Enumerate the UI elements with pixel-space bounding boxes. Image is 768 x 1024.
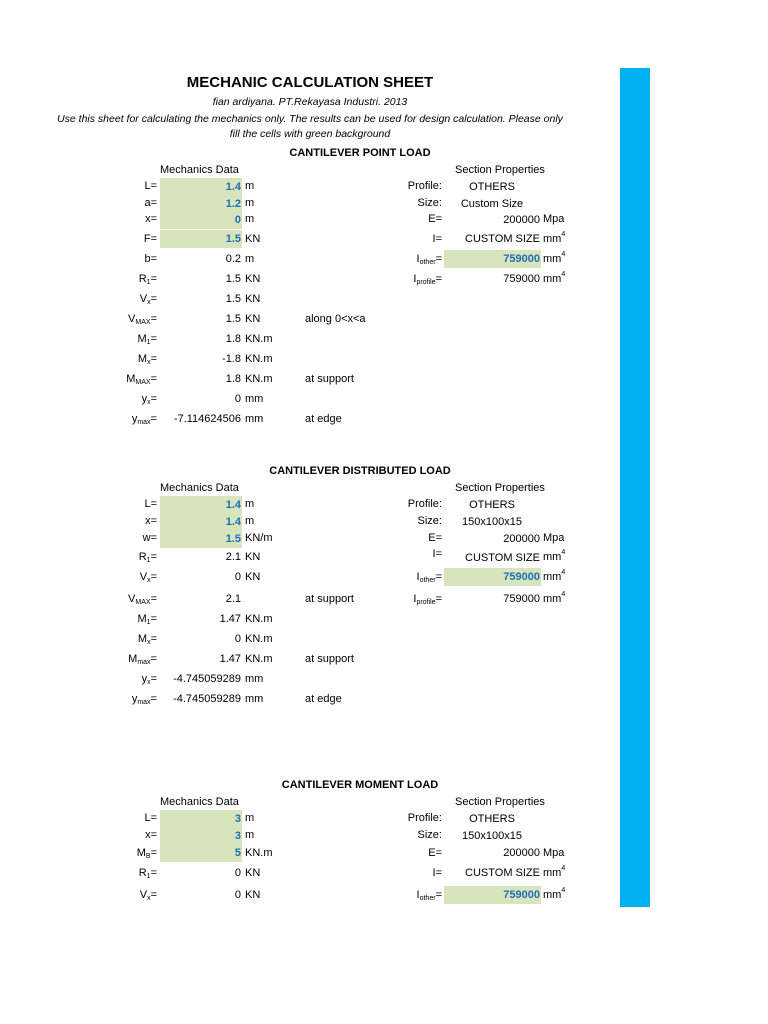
input-w[interactable]: 1.5 xyxy=(160,530,242,548)
unit-E: Mpa xyxy=(543,213,565,225)
input-a[interactable]: 1.2 xyxy=(160,195,242,213)
unit-x: m xyxy=(245,829,255,841)
section-properties-header: Section Properties xyxy=(455,164,545,176)
value-Vx: 0 xyxy=(234,889,241,901)
note-Mmax: at support xyxy=(305,653,354,665)
unit-Vx: KN xyxy=(245,889,261,901)
label-Vmax: $V_{MAX}=$ xyxy=(128,593,157,606)
value-Vx: 0 xyxy=(234,571,241,583)
value-R1: 1.5 xyxy=(225,273,241,285)
section-properties-header: Section Properties xyxy=(455,796,545,808)
unit-ymax: mm xyxy=(245,693,264,705)
sheet-title: MECHANIC CALCULATION SHEET xyxy=(186,74,434,91)
note-Mmax: at support xyxy=(305,373,354,385)
unit-w: KN/m xyxy=(245,532,273,544)
label-profile: Profile: xyxy=(407,812,442,824)
input-x[interactable]: 1.4 xyxy=(160,513,242,531)
value-I: CUSTOM SIZE xyxy=(465,867,540,879)
label-b: b= xyxy=(144,253,157,265)
unit-b: m xyxy=(245,253,255,265)
value-profile: OTHERS xyxy=(469,813,515,825)
label-Mx: $M_x=$ xyxy=(137,633,157,646)
unit-Iprofile: $mm^4$ xyxy=(543,591,566,605)
value-Mx: -1.8 xyxy=(222,353,241,365)
label-x: x= xyxy=(145,829,157,841)
note-Vmax: at support xyxy=(305,593,354,605)
unit-L: m xyxy=(245,812,255,824)
value-Iprofile: 759000 xyxy=(503,273,540,285)
input-F[interactable]: 1.5 xyxy=(160,230,242,248)
unit-Iother: $mm^4$ xyxy=(543,569,566,583)
unit-I: $mm^4$ xyxy=(543,231,566,245)
input-Iother[interactable]: 759000 xyxy=(444,250,541,268)
unit-Mx: KN.m xyxy=(245,353,273,365)
value-I: CUSTOM SIZE xyxy=(465,552,540,564)
label-x: x= xyxy=(145,515,157,527)
value-yx: 0 xyxy=(234,393,241,405)
unit-MB: KN.m xyxy=(245,847,273,859)
label-Vx: $V_x=$ xyxy=(139,571,157,584)
label-ymax: $y_{max}=$ xyxy=(131,693,157,706)
label-profile: Profile: xyxy=(407,498,442,510)
input-x[interactable]: 3 xyxy=(160,827,242,845)
value-R1: 2.1 xyxy=(225,551,241,563)
label-size: Size: xyxy=(417,197,442,209)
value-I: CUSTOM SIZE xyxy=(465,233,540,245)
unit-Iother: $mm^4$ xyxy=(543,251,566,265)
value-size: Custom Size xyxy=(460,198,524,210)
unit-M1: KN.m xyxy=(245,333,273,345)
input-MB[interactable]: 5 xyxy=(160,844,242,862)
value-yx: -4.745059289 xyxy=(173,673,241,685)
value-R1: 0 xyxy=(234,867,241,879)
label-Vx: $V_x=$ xyxy=(139,293,157,306)
value-Vmax: 1.5 xyxy=(225,313,241,325)
unit-I: $mm^4$ xyxy=(543,549,566,563)
label-Iother: $I_{other}=$ xyxy=(416,253,442,266)
value-E: 200000 xyxy=(503,214,540,226)
unit-x: m xyxy=(245,515,255,527)
label-yx: $y_x=$ xyxy=(141,393,157,406)
label-yx: $y_x=$ xyxy=(141,673,157,686)
unit-I: $mm^4$ xyxy=(543,865,566,879)
section-properties-header: Section Properties xyxy=(455,482,545,494)
label-profile: Profile: xyxy=(407,180,442,192)
unit-Vmax: KN xyxy=(245,313,261,325)
unit-Iother: $mm^4$ xyxy=(543,887,566,901)
input-Iother[interactable]: 759000 xyxy=(444,568,541,586)
unit-Mx: KN.m xyxy=(245,633,273,645)
mechanics-data-header: Mechanics Data xyxy=(160,796,239,808)
unit-F: KN xyxy=(245,233,261,245)
mechanics-data-header: Mechanics Data xyxy=(160,164,239,176)
value-size: 150x100x15 xyxy=(462,516,522,528)
label-I: I= xyxy=(432,233,442,245)
label-w: w= xyxy=(142,532,157,544)
mechanics-data-header: Mechanics Data xyxy=(160,482,239,494)
value-b: 0.2 xyxy=(225,253,241,265)
value-E: 200000 xyxy=(503,533,540,545)
label-F: F= xyxy=(143,233,157,245)
unit-yx: mm xyxy=(245,393,264,405)
input-x[interactable]: 0 xyxy=(160,211,242,229)
label-size: Size: xyxy=(417,829,442,841)
unit-Iprofile: $mm^4$ xyxy=(543,271,566,285)
note-ymax: at edge xyxy=(305,693,342,705)
value-Vx: 1.5 xyxy=(225,293,241,305)
value-Mmax: 1.8 xyxy=(225,373,241,385)
value-ymax: -7.114624506 xyxy=(173,413,241,425)
value-Iprofile: 759000 xyxy=(503,593,540,605)
instructions-line-2: fill the cells with green background xyxy=(229,128,391,140)
label-M1: $M_1=$ xyxy=(137,613,157,626)
unit-L: m xyxy=(245,498,255,510)
input-L[interactable]: 3 xyxy=(160,810,242,828)
label-R1: $R_1=$ xyxy=(138,867,157,880)
unit-Mmax: KN.m xyxy=(245,653,273,665)
input-L[interactable]: 1.4 xyxy=(160,496,242,514)
unit-Vx: KN xyxy=(245,571,261,583)
input-Iother[interactable]: 759000 xyxy=(444,886,541,904)
label-I: I= xyxy=(432,548,442,560)
unit-R1: KN xyxy=(245,551,261,563)
label-Iprofile: $I_{profile}=$ xyxy=(413,593,442,606)
unit-yx: mm xyxy=(245,673,264,685)
note-Vmax: along 0<x<a xyxy=(305,313,366,325)
label-Mx: $M_x=$ xyxy=(137,353,157,366)
unit-R1: KN xyxy=(245,273,261,285)
unit-R1: KN xyxy=(245,867,261,879)
unit-M1: KN.m xyxy=(245,613,273,625)
label-E: E= xyxy=(428,847,442,859)
label-R1: $R_1=$ xyxy=(138,551,157,564)
note-ymax: at edge xyxy=(305,413,342,425)
unit-x: m xyxy=(245,213,255,225)
moment-load-heading: CANTILEVER MOMENT LOAD xyxy=(281,779,439,791)
unit-L: m xyxy=(245,180,255,192)
instructions-line-1: Use this sheet for calculating the mechanics only. The results can be used for design calculation. Please only xyxy=(57,113,563,125)
label-a: a= xyxy=(144,197,157,209)
input-L[interactable]: 1.4 xyxy=(160,178,242,196)
label-I: I= xyxy=(432,867,442,879)
label-MB: $M_B=$ xyxy=(136,847,157,860)
value-E: 200000 xyxy=(503,847,540,859)
value-Vmax: 2.1 xyxy=(225,593,241,605)
value-profile: OTHERS xyxy=(469,181,515,193)
label-Iprofile: $I_{profile}=$ xyxy=(413,273,442,286)
unit-Vx: KN xyxy=(245,293,261,305)
value-size: 150x100x15 xyxy=(462,830,522,842)
label-L: L= xyxy=(144,180,157,192)
label-E: E= xyxy=(428,532,442,544)
label-size: Size: xyxy=(417,515,442,527)
value-M1: 1.8 xyxy=(225,333,241,345)
label-L: L= xyxy=(144,812,157,824)
distributed-load-heading: CANTILEVER DISTRIBUTED LOAD xyxy=(269,465,451,477)
label-Vx: $V_x=$ xyxy=(139,889,157,902)
value-M1: 1.47 xyxy=(219,613,241,625)
author-line: fian ardiyana. PT.Rekayasa Industri. 2013 xyxy=(212,96,408,108)
label-R1: $R_1=$ xyxy=(138,273,157,286)
label-Iother: $I_{other}=$ xyxy=(416,889,442,902)
label-E: E= xyxy=(428,213,442,225)
label-Mmax: $M_{max}=$ xyxy=(128,653,157,666)
unit-Mmax: KN.m xyxy=(245,373,273,385)
label-ymax: $y_{max}=$ xyxy=(131,413,157,426)
value-Mmax: 1.47 xyxy=(219,653,241,665)
label-M1: $M_1=$ xyxy=(137,333,157,346)
label-Vmax: $V_{MAX}=$ xyxy=(128,313,157,326)
label-Mmax: $M_{MAX}=$ xyxy=(126,373,157,386)
label-x: x= xyxy=(145,213,157,225)
unit-a: m xyxy=(245,197,255,209)
value-ymax: -4.745059289 xyxy=(173,693,241,705)
point-load-heading: CANTILEVER POINT LOAD xyxy=(289,147,431,159)
unit-E: Mpa xyxy=(543,847,565,859)
label-Iother: $I_{other}=$ xyxy=(416,571,442,584)
unit-E: Mpa xyxy=(543,532,565,544)
label-L: L= xyxy=(144,498,157,510)
value-Mx: 0 xyxy=(234,633,241,645)
unit-ymax: mm xyxy=(245,413,264,425)
value-profile: OTHERS xyxy=(469,499,515,511)
